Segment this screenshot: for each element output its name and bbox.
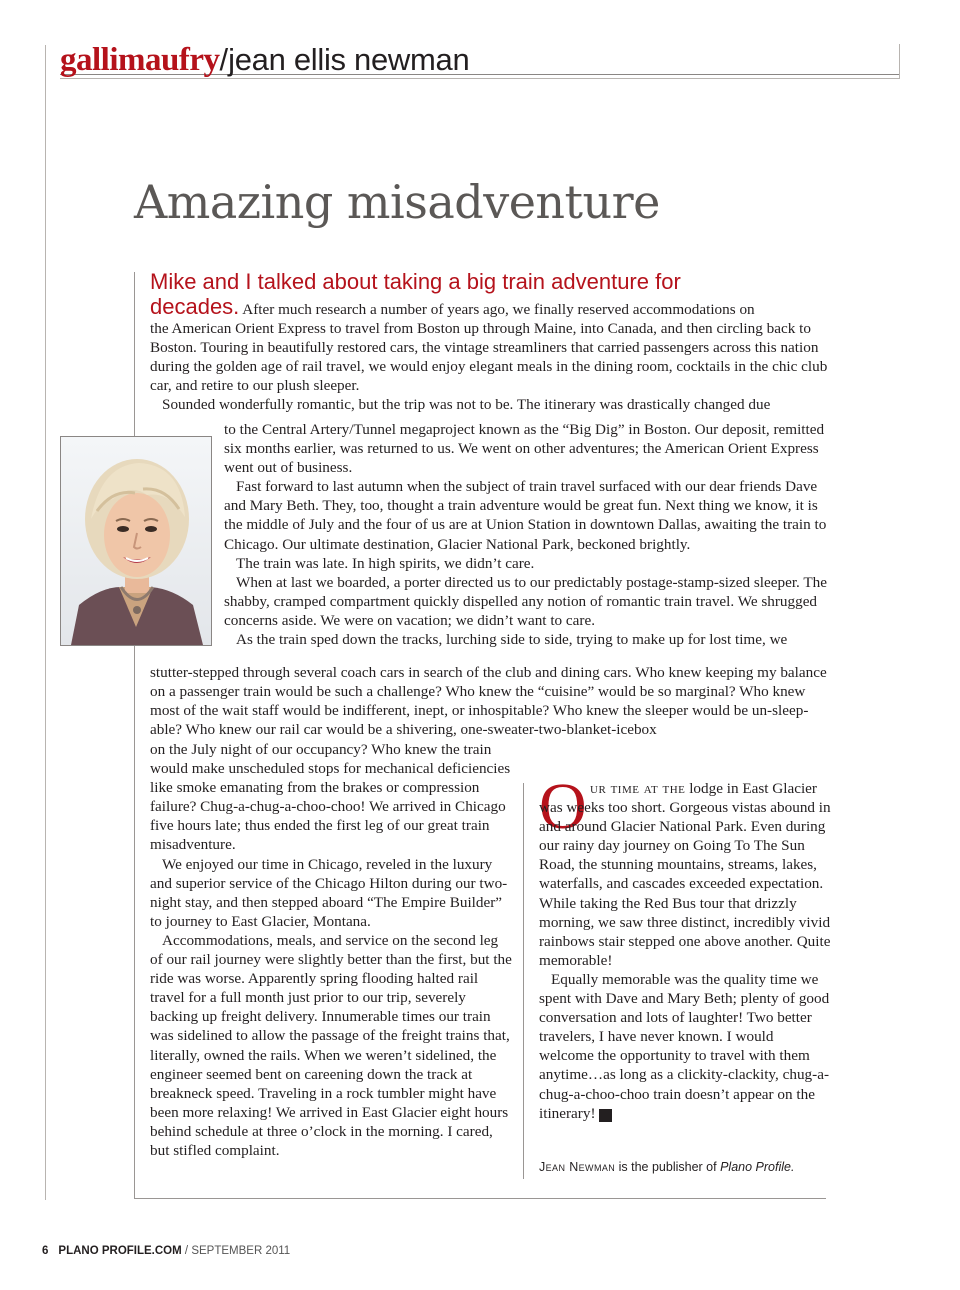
page-number: 6: [42, 1245, 49, 1257]
bio-publication: Plano Profile.: [720, 1160, 795, 1174]
paragraph-6-body: stutter-stepped through several coach cars in search of the club and dining cars. Who knew keeping my balance on a passenger train would be such a challenge? Who knew the “cuisine” would be so marginal? Who knew most of the wait staff would be indifferent, inept, or inhospitable? Who knew the sleeper would be un-sleep-able? Who knew our rail car would be a shivering, one-sweater-two-blanket-icebox: [150, 664, 827, 739]
drop-cap: O: [539, 770, 587, 843]
paragraph-intro: [150, 294, 830, 415]
paragraph-2-body: to the Central Artery/Tunnel megaproject known as the “Big Dig” in Boston. Our deposit, remitted six months earlier, was returned to us. We went on other adventures; the American Orient Express went out of business.: [224, 421, 825, 477]
bio-text: is the publisher of: [615, 1160, 721, 1174]
paragraph-9-body: lodge in East Glacier was weeks too short. Gorgeous vistas abound in and around Glacier National Park. Even during our rainy day journey on Going To The Sun Road, the stunning mountains, streams, lakes, waterfalls, and cascades exceeded expectation. While taking the Red Bus tour that drizzly morning, we saw three distinct, incredibly vivid rainbows stair stepped one above another. Quite memorable!: [539, 780, 831, 969]
paragraph-10-text: Equally memorable was the quality time we spent with Dave and Mary Beth; plenty of good conversation and lots of laughter! Two better travelers, I have never known. I would welcome the opportunity to travel with them anytime…as long as a clickity-clackity, chug-a-chug-a-choo-choo train doesn’t appear on the itinerary!: [539, 970, 830, 1122]
paragraph-7: We enjoyed our time in Chicago, reveled in the luxury and superior service of the Chicago Hilton during our two-night stay, and then stepped aboard “The Empire Builder” to journey to East Glacier, Montana.: [150, 855, 508, 930]
paragraph-6-end: on the July night of our occupancy? Who knew the train would make unscheduled stops for mechanical deficiencies like smoke emanating from the brakes or compression failure? Chug-a-chug-a-choo-choo! We arrived in Chicago five hours late; thus ended the first leg of our great train misadventure.: [150, 741, 511, 854]
author-portrait-icon: [61, 437, 211, 645]
paragraph-10: [539, 970, 831, 1123]
paragraph-8: Accommodations, meals, and service on the second leg of our rail journey were slightly better than the first, but the ride was worse. Apparently spring flooding halted rail travel for a full month just prior to our trip, severely backing up freight delivery. Innumerable times our train was sidelined to allow the passage of the freight trains that, literally, owned the rails. When we weren’t sidelined, the engineer seemed bent on careening down the track at breakneck speed. Traveling in a rock tumbler might have been more relaxing! We arrived in East Glacier eight hours behind schedule at three o’clock in the morning. I cared, but stifled complaint.: [150, 931, 512, 1159]
paragraph-4: The train was late. In high spirits, we didn’t care.: [236, 554, 535, 572]
masthead-separator: /: [219, 42, 229, 77]
page-footer: [42, 1245, 290, 1257]
bio-name: Jean Newman: [539, 1160, 616, 1174]
article-bottom-rule: [134, 1198, 826, 1199]
paragraph-9-small-caps: ur time at the: [590, 780, 686, 797]
paragraph-2-start: Sounded wonderfully romantic, but the trip was not to be. The itinerary was drastically changed due: [162, 396, 771, 414]
column-author: jean ellis newman: [228, 42, 470, 77]
footer-publication: PLANO PROFILE.COM: [58, 1245, 182, 1257]
left-border-line: [45, 45, 46, 1200]
paragraph-1-start: After much research a number of years ago, we finally reserved accommodations on: [239, 301, 755, 318]
paragraph-3: Fast forward to last autumn when the subject of train travel surfaced with our dear friends Dave and Mary Beth. They, too, thought a train adventure would be great fun. Next thing we know, it is the middle of July and the four of us are at Union Station in downtown Dallas, awaiting the train to Chicago. Our ultimate destination, Glacier National Park, beckoned brightly.: [224, 478, 827, 553]
paragraph-6-start: As the train sped down the tracks, lurching side to side, trying to make up for lost time, we: [236, 631, 788, 649]
article-left-rule: [134, 272, 135, 1198]
column-divider: [523, 783, 524, 1179]
paragraph-5: When at last we boarded, a porter directed us to our predictably postage-stamp-sized sleeper. The shabby, cramped compartment quickly dispelled any notion of romantic train travel. We shrugged concerns aside. We were on vacation; we didn’t want to care.: [224, 573, 827, 629]
author-bio: [539, 1160, 794, 1174]
paragraph-6-wide: [150, 663, 830, 739]
masthead: [60, 40, 469, 86]
section-name: gallimaufry: [60, 42, 220, 78]
plano-profile-p-icon: p: [599, 1109, 612, 1122]
footer-date: SEPTEMBER 2011: [191, 1245, 291, 1257]
article-title: Amazing misadventure: [134, 175, 660, 229]
paragraph-1-body: the American Orient Express to travel from Boston up through Maine, into Canada, and then circling back to Boston. Touring in beautifully restored cars, the vintage streamliners that carried passengers across this nation during the golden age of rail travel, we would enjoy elegant meals in the dining room, cocktails in the chic club car, and retire to our plush sleeper.: [150, 320, 828, 395]
lead-in-continued: decades.: [150, 294, 240, 319]
paragraph-9: [539, 779, 831, 970]
paragraph-block-beside-photo: [224, 420, 830, 649]
lead-in-text: Mike and I talked about taking a big train adventure for: [150, 269, 681, 294]
footer-separator: /: [181, 1245, 192, 1257]
right-column: [539, 779, 831, 1123]
header-right-tick: [899, 44, 900, 78]
left-column: [150, 740, 512, 1160]
author-photo: [60, 436, 212, 646]
